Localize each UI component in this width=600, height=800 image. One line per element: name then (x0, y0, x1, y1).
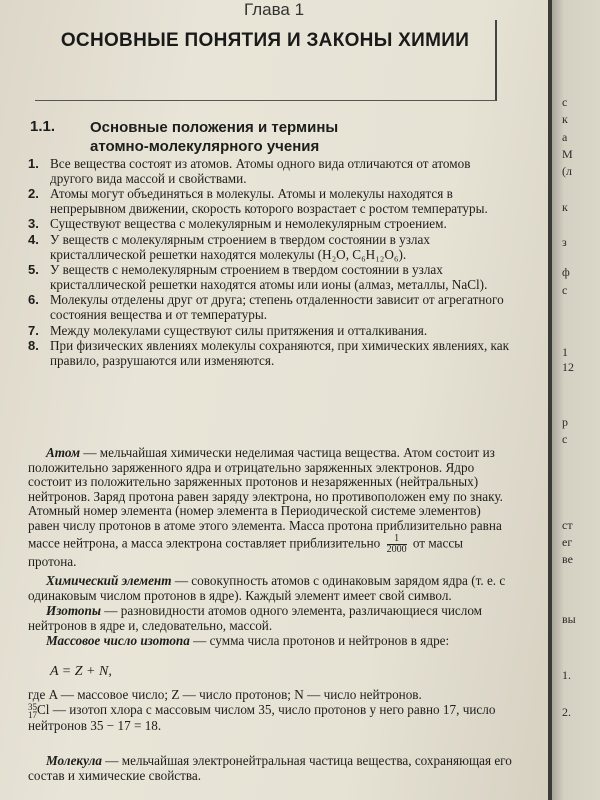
molecule-text: — мельчайшая электронейтральная частица вещества, сохраняющая его состав и химические свойства. (28, 753, 512, 783)
mass-number-definition (28, 634, 513, 649)
adjacent-page-fragment: ф (562, 265, 570, 279)
adjacent-page-fragment: з (562, 235, 567, 249)
list-item (28, 157, 513, 186)
list-item (28, 217, 513, 232)
isotope-atomic-number: 17 (28, 709, 37, 720)
section-number: 1.1. (30, 118, 56, 135)
list-item-text: У веществ с молекулярным строением в твердом состоянии в узлах кристаллической решетки находятся молекулы (H₂O, C₆H₁₂O₆). (50, 231, 430, 262)
list-item-text: У веществ с немолекулярным строением в твердом состоянии в узлах кристаллической решетки находятся атомы или ионы (алмаз, металлы, NaCl). (50, 262, 488, 292)
list-item-text: Между молекулами существуют силы притяжения и отталкивания. (50, 322, 428, 338)
section-title (90, 118, 470, 156)
list-item (28, 187, 513, 216)
list-item-number: 1. (28, 156, 39, 171)
adjacent-page-fragment: вы (562, 612, 576, 626)
adjacent-page-fragment: к (562, 112, 568, 126)
chapter-label: Глава 1 (243, 0, 305, 19)
element-text: — совокупность атомов с одинаковым зарядом ядра (т. е. с одинаковым числом протонов в ядре). Каждый элемент имеет свой символ. (28, 573, 506, 603)
list-item (28, 324, 513, 339)
adjacent-page-fragment: с (562, 95, 568, 109)
list-item-text: Существуют вещества с молекулярным и немолекулярным строением. (50, 216, 447, 232)
adjacent-page-fragment: р (562, 415, 568, 429)
molecule-definition (28, 754, 513, 783)
isotope-mass-number: 35 (28, 701, 37, 712)
list-item-number: 6. (28, 292, 39, 308)
adjacent-page-fragment: ег (562, 535, 573, 549)
list-item (28, 339, 513, 368)
list-item-number: 7. (28, 322, 39, 338)
adjacent-page-fragment: а (562, 130, 568, 144)
list-item-number: 5. (28, 262, 39, 278)
adjacent-page-fragment: 1. (562, 668, 571, 682)
adjacent-page-fragment: 12 (562, 360, 574, 374)
chapter-title: ОСНОВНЫЕ ПОНЯТИЯ И ЗАКОНЫ ХИМИИ (60, 30, 470, 51)
atom-text: — мельчайшая химически неделимая частица вещества. Атом состоит из положительно заряженного ядра и отрицательно заряженных электронов. Ядро состоит из положительно заряженных протонов и незаряженных (нейтральных) нейтронов. Заряд протона равен заряду электрона, но противоположен ему по знаку. Атомный номер элемента (номер элемента в Периодической системе элементов) равен числу протонов в атоме этого элемента. Масса протона приблизительно равна массе нейтрона, а масса электрона составляет приблизительно (28, 445, 503, 551)
mass-number-term: Массовое число изотопа (46, 633, 190, 648)
fraction-denominator: 2000 (386, 543, 407, 555)
principles-list (28, 157, 513, 369)
adjacent-page-fragment: ст (562, 518, 573, 532)
list-item-text: Атомы могут объединяться в молекулы. Атомы и молекулы находятся в непрерывном движении, скорость которого возрастает с ростом температуры. (50, 186, 488, 216)
isotopes-text: — разновидности атомов одного элемента, различающиеся числом нейтронов в ядре и, следовательно, массой. (28, 603, 483, 633)
list-item-number: 8. (28, 338, 39, 354)
fraction-numerator: 1 (394, 532, 400, 544)
adjacent-page-fragment: с (562, 432, 568, 446)
isotope-symbol: Cl (37, 701, 50, 717)
adjacent-page-edge (552, 0, 600, 800)
element-definition (28, 574, 513, 603)
mass-number-text: — сумма числа протонов и нейтронов в ядре: (189, 633, 450, 648)
adjacent-page-fragment: ве (562, 552, 573, 566)
list-item-text: Все вещества состоят из атомов. Атомы одного вида отличаются от атомов другого вида массой и свойствами. (50, 156, 471, 186)
adjacent-page-fragment: к (562, 200, 568, 214)
section-title-line-2: атомно-молекулярного учения (90, 138, 320, 155)
list-item-number: 3. (28, 216, 39, 232)
adjacent-page-fragment: 2. (562, 705, 571, 719)
isotopes-term: Изотопы (46, 603, 101, 618)
formula-explanation (28, 688, 513, 733)
isotope-text: — изотоп хлора с массовым числом 35, число протонов у него равно 17, число нейтронов 35 − 17 = 18. (28, 701, 496, 733)
list-item-text: При физических явлениях молекулы сохраняются, при химических явлениях, как правило, разрушаются или изменяются. (50, 338, 510, 368)
molecule-term: Молекула (46, 753, 102, 768)
list-item (28, 233, 513, 262)
list-item (28, 293, 513, 322)
isotopes-definition (28, 604, 513, 633)
adjacent-page-fragment: 1 (562, 345, 568, 359)
atom-text-end: от массы протона. (28, 535, 464, 569)
list-item-number: 4. (28, 231, 39, 247)
fraction (387, 534, 407, 555)
adjacent-page-fragment: с (562, 283, 568, 297)
formula-legend: где A — массовое число; Z — число протонов; N — число нейтронов. (28, 687, 422, 702)
list-item (28, 263, 513, 292)
adjacent-page-fragment: М (562, 147, 573, 161)
list-item-number: 2. (28, 186, 39, 202)
atom-definition (28, 446, 513, 569)
adjacent-page-fragment: (л (562, 164, 572, 178)
section-title-line-1: Основные положения и термины (90, 119, 339, 136)
isotope-notation (28, 703, 37, 719)
list-item-text: Молекулы отделены друг от друга; степень отдаленности зависит от агрегатного состояния вещества и от температуры. (50, 292, 504, 322)
element-term: Химический элемент (46, 573, 172, 588)
mass-number-formula: A = Z + N, (50, 664, 112, 679)
atom-term: Атом (46, 445, 81, 460)
chlorine-isotope-example (28, 703, 513, 734)
